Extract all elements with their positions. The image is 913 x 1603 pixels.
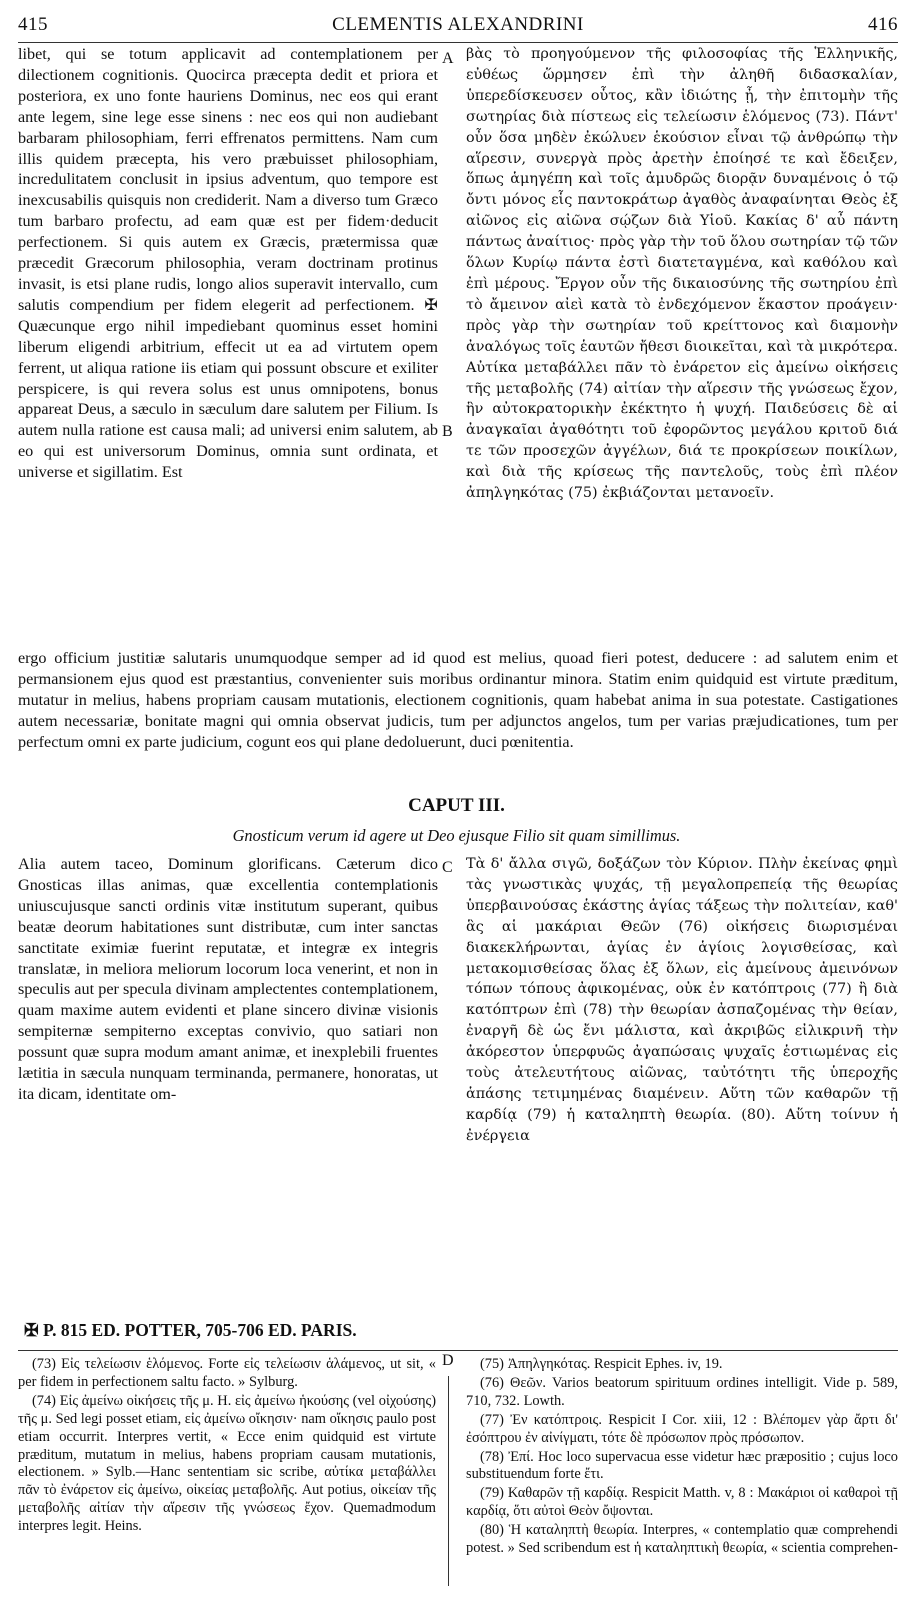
greek-column-top: βὰς τὸ προηγούμενον τῆς φιλοσοφίας τῆς Ἑλληνικῆς, εὐθέως ὥρμησεν ἐπὶ τὴν ἀληθῆ διδασκαλίαν, ὑπερεδίσκευσεν οὗτος, κἂν ἰδιώτης ᾖ, τὴν ἐπιτομὴν τῆς σωτηρίας διὰ πίστεως εἰς τελείωσιν ἑλόμενος (73). Πάντ' οὖν ὅσα μηδὲν ἐκώλυεν ἑκούσιον εἶναι τῷ ἀνθρώπῳ τὴν αἵρεσιν, συνεργὰ πρὸς ἀρετὴν ἐποίησέ τε καὶ ἔδειξεν, ὅπως ἁμηγέπη καὶ τοῖς ἀμυδρῶς διορᾷν δυναμένοις ὁ τῷ ὄντι μόνος εἷς παντοκράτωρ ἀγαθὸς ἀναφαίνηται Θεὸς ἐξ αἰῶνος εἰς αἰῶνα σῴζων διὰ Υἱοῦ. Κακίας δ' αὖ πάντη πάντως ἀναίτιος· πρὸς γὰρ τὴν τοῦ ὅλου σωτηρίαν τῷ τῶν ὅλων Κυρίῳ πάντα ἐστὶ διατεταγμένα, καὶ καθόλου καὶ ἐπὶ μέρους. Ἔργον οὖν τῆς δικαιοσύνης τῆς σωτηρίου ἐπὶ τὸ ἄμεινον αἰεὶ κατὰ τὸ ἐνδεχόμενον ἕκαστον προάγειν· πρὸς γὰρ τὴν σωτηρίαν τοῦ κρείττονος καὶ διαμονὴν ἀναλόγως τοῖς ἑαυτῶν ἤθεσι διοικεῖται, καὶ τὰ μικρότερα. Αὐτίκα μεταβάλλει πᾶν τὸ ἐνάρετον εἰς ἀμείνω οἰκήσεις τῆς μεταβολῆς (74) αἰτίαν τὴν αἵρεσιν τῆς γνώσεως ἔχον, ἣν αὐτοκρατορικὴν ἐκέκτητο ἡ ψυχή. Παιδεύσεις δὲ αἱ ἀναγκαῖαι ἀγαθότητι τοῦ ἐφορῶντος μεγάλου κριτοῦ διά τε τῶν προσεχῶν ἀγγέλων, διά τε προκρίσεων ποικίλων, καὶ διὰ τῆς κρίσεως τῆς παντελοῦς, τοὺς ἐπὶ πλέον ἀπηλγηκότας (75) ἐκβιάζονται μετανοεῖν. <box>466 46 898 502</box>
footnote-rule <box>18 1350 898 1351</box>
margin-letter-b: B <box>442 423 453 440</box>
footnote-74: (74) Εἰς ἀμείνω οἰκήσεις τῆς μ. H. εἰς ἀμείνω ἡκούσης (vel οἰχούσης) τῆς μ. Sed legi posset etiam, εἰς ἀμείνω οἴκησιν· nam οἴκησις paulo post etiam occurrit. Interpres vertit, « Ecce enim quidquid est virtute præditum, mutatum in melius, habens propriam causam mutationis, electionem. » Sylb.—Hanc sententiam sic scribe, αὐτίκα μεταβάλλει πᾶν τὸ ἐνάρετον εἰς ἀμείνω, οἰκείας μεταβολῆς. Aut potius, οἰκείαν τῆς μεταβολῆς αἰτίαν τὴν αἵρεσιν τῆς γνώσεως ἔχον. Quemadmodum interpres legit. Heins. <box>18 1392 436 1535</box>
running-title: CLEMENTIS ALEXANDRINI <box>332 14 584 35</box>
page-number-left: 415 <box>18 14 48 35</box>
footnote-77: (77) Ἐν κατόπτροις. Respicit I Cor. xiii, 12 : Βλέπομεν γὰρ ἄρτι δι' ἐσόπτρου ἐν αἰνίγματι, τότε δὲ πρόσωπον πρὸς πρόσωπον. <box>466 1411 898 1446</box>
footnote-73: (73) Εἰς τελείωσιν ἑλόμενος. Forte εἰς τελείωσιν ἁλάμενος, ut sit, « per fidem in perfectionem saltu facto. » Sylburg. <box>18 1356 436 1390</box>
margin-letter-d: D <box>442 1352 454 1369</box>
page-number-right: 416 <box>868 14 898 35</box>
chapter-title: CAPUT III. <box>408 795 505 816</box>
margin-letter-c: C <box>442 859 453 876</box>
header-rule <box>18 42 898 43</box>
footnote-divider <box>448 1376 449 1586</box>
latin-full-width-paragraph: ergo officium justitiæ salutaris unumquodque semper ad id quod est melius, quoad fieri potest, deducere : ad salutem enim et permansionem ejus quod est præstantius, convenienter suis moribus ordinantur minora. Statim enim quidquid est virtute præditum, mutatur in melius, habens propriam causam mutationis, electionem cognitionis, quam habebat anima in sua potestate. Castigationes autem necessariæ, bonitate magni qui omnia observat judicis, tum per adjunctos angelos, tum per varias præjudicationes, tum per perfectum omni ex parte judicium, cogunt eos qui plane dedoluerunt, duci pœnitentia. <box>18 649 898 751</box>
footnotes-right <box>466 1356 898 1559</box>
running-header <box>18 14 898 40</box>
footnote-80: (80) Ἡ καταληπτὴ θεωρία. Interpres, « contemplatio quæ comprehendi potest. » Sed scribendum est ἡ καταληπτικὴ θεωρία, « scientia comprehen- <box>466 1522 898 1557</box>
edition-reference: ✠ P. 815 ED. POTTER, 705-706 ED. PARIS. <box>24 1320 357 1340</box>
latin-column-bottom: Alia autem taceo, Dominum glorificans. Cæterum dico Gnosticas illas animas, quæ excellentia contemplationis uniuscujusque sancti ordinis vitæ institutum superant, quibus beatæ deorum habitationes sunt distributæ, cum inter sanctas sanctitate eximiæ fuerint reputatæ, et integræ ex integris translatæ, in meliora meliorum locorum loca venerint, et non in speculis aut per specula divinam amplectentes contemplationem, quam maxime autem evidenti et plane sincero divinæ visionis sempiternæ sempiterno exceptas convivio, quo satiari non possunt quæ supra modum amant animæ, et inexplebili fruentes lætitia in sæcula nunquam terminanda, permanere, honoratas, ut ita dicam, identitate om- <box>18 855 438 1103</box>
greek-column-bottom: Τὰ δ' ἄλλα σιγῶ, δοξάζων τὸν Κύριον. Πλὴν ἐκείνας φημὶ τὰς γνωστικὰς ψυχάς, τῇ μεγαλοπρεπείᾳ τῆς θεωρίας ὑπερβαινούσας ἑκάστης ἁγίας τάξεως τὴν πολιτείαν, καθ' ἃς αἱ μακάριαι Θεῶν (76) οἰκήσεις διωρισμέναι διακεκλήρωνται, ἁγίας ἐν ἁγίοις λογισθείσας, καὶ μετακομισθείσας ὅλας ἐξ ὅλων, εἰς ἀμείνους ἀμεινόνων τόπων τόπους ἀφικομένας, οὐκ ἐν κατόπτροις (77) ἢ διὰ κατόπτρων ἐπὶ (78) τὴν θεωρίαν ἀσπαζομένας τὴν θείαν, ἐναργῆ δὲ ὡς ἔνι μάλιστα, καὶ ἀκριβῶς εἰλικρινῆ τὴν ἀκόρεστον ὑπερφυῶς ἀγαπώσαις ψυχαῖς ἑστιωμένας εἰς τοὺς ἀτελευτήτους αἰῶνας, ταὐτότητι τῆς ὑπεροχῆς ἁπάσης τετιμημένας διαμένειν. Αὕτη τῶν καθαρῶν τῇ καρδίᾳ (79) ἡ καταληπτὴ θεωρία. (80). Αὕτη τοίνυν ἡ ἐνέργεια <box>466 856 898 1144</box>
footnote-75: (75) Ἀπηλγηκότας. Respicit Ephes. iv, 19. <box>480 1356 723 1372</box>
latin-column-top: libet, qui se totum applicavit ad contemplationem per dilectionem cognitionis. Quocirca præcepta dedit et priora et posteriora, ex uno fonte hauriens Dominus, nec eos qui erant ante legem, sine lege esse sinens : nec eos qui non audiebant barbaram philosophiam, ferri effrenatos permittens. Nam cum illis quidem præcepta, his vero præbuisset philosophiam, incredulitatem conclusit in ipsius adventum, quo tempore est inexcusabilis quisquis non crediderit. Nam a diverso tum Græco tum barbaro profectu, ad eam quæ est per fidem·deducit perfectionem. Si quis autem ex Græcis, prætermissa quæ præcedit Græcorum philosophia, veram doctrinam protinus invasit, is etsi plane rudis, longo alios superavit intervallo, cum salutis compendium per fidem elegerit ad perfectionem. ✠ Quæcunque ergo nihil impediebant quominus esset homini liberum eligendi arbitrium, effecit ut ea ad virtutem opem ferrent, ut aliqua ratione iis etiam qui possunt obscure et exiliter perspicere, is qui revera solus est unus omnipotens, bonus appareat Deus, a sæculo in sæculum dare salutem per Filium. Is autem nulla ratione est causa mali; ad universi enim salutem, ab eo qui est universorum Dominus, omnia sunt ordinata, et universe et sigillatim. Est <box>18 45 438 482</box>
footnote-79: (79) Καθαρῶν τῇ καρδίᾳ. Respicit Matth. v, 8 : Μακάριοι οἱ καθαροὶ τῇ καρδίᾳ, ὅτι αὐτοὶ Θεὸν ὄψονται. <box>466 1485 898 1520</box>
footnotes-left <box>18 1356 436 1537</box>
chapter-subtitle: Gnosticum verum id agere ut Deo ejusque Filio sit quam simillimus. <box>232 826 681 845</box>
footnote-76: (76) Θεῶν. Varios beatorum spirituum ordines intelligit. Vide p. 589, 710, 732. Lowth. <box>466 1374 898 1409</box>
footnote-78: (78) Ἐπί. Hoc loco supervacua esse videtur hæc præpositio ; cujus loco substituendum forte ἔτι. <box>466 1448 898 1483</box>
margin-letter-a: A <box>442 50 454 67</box>
